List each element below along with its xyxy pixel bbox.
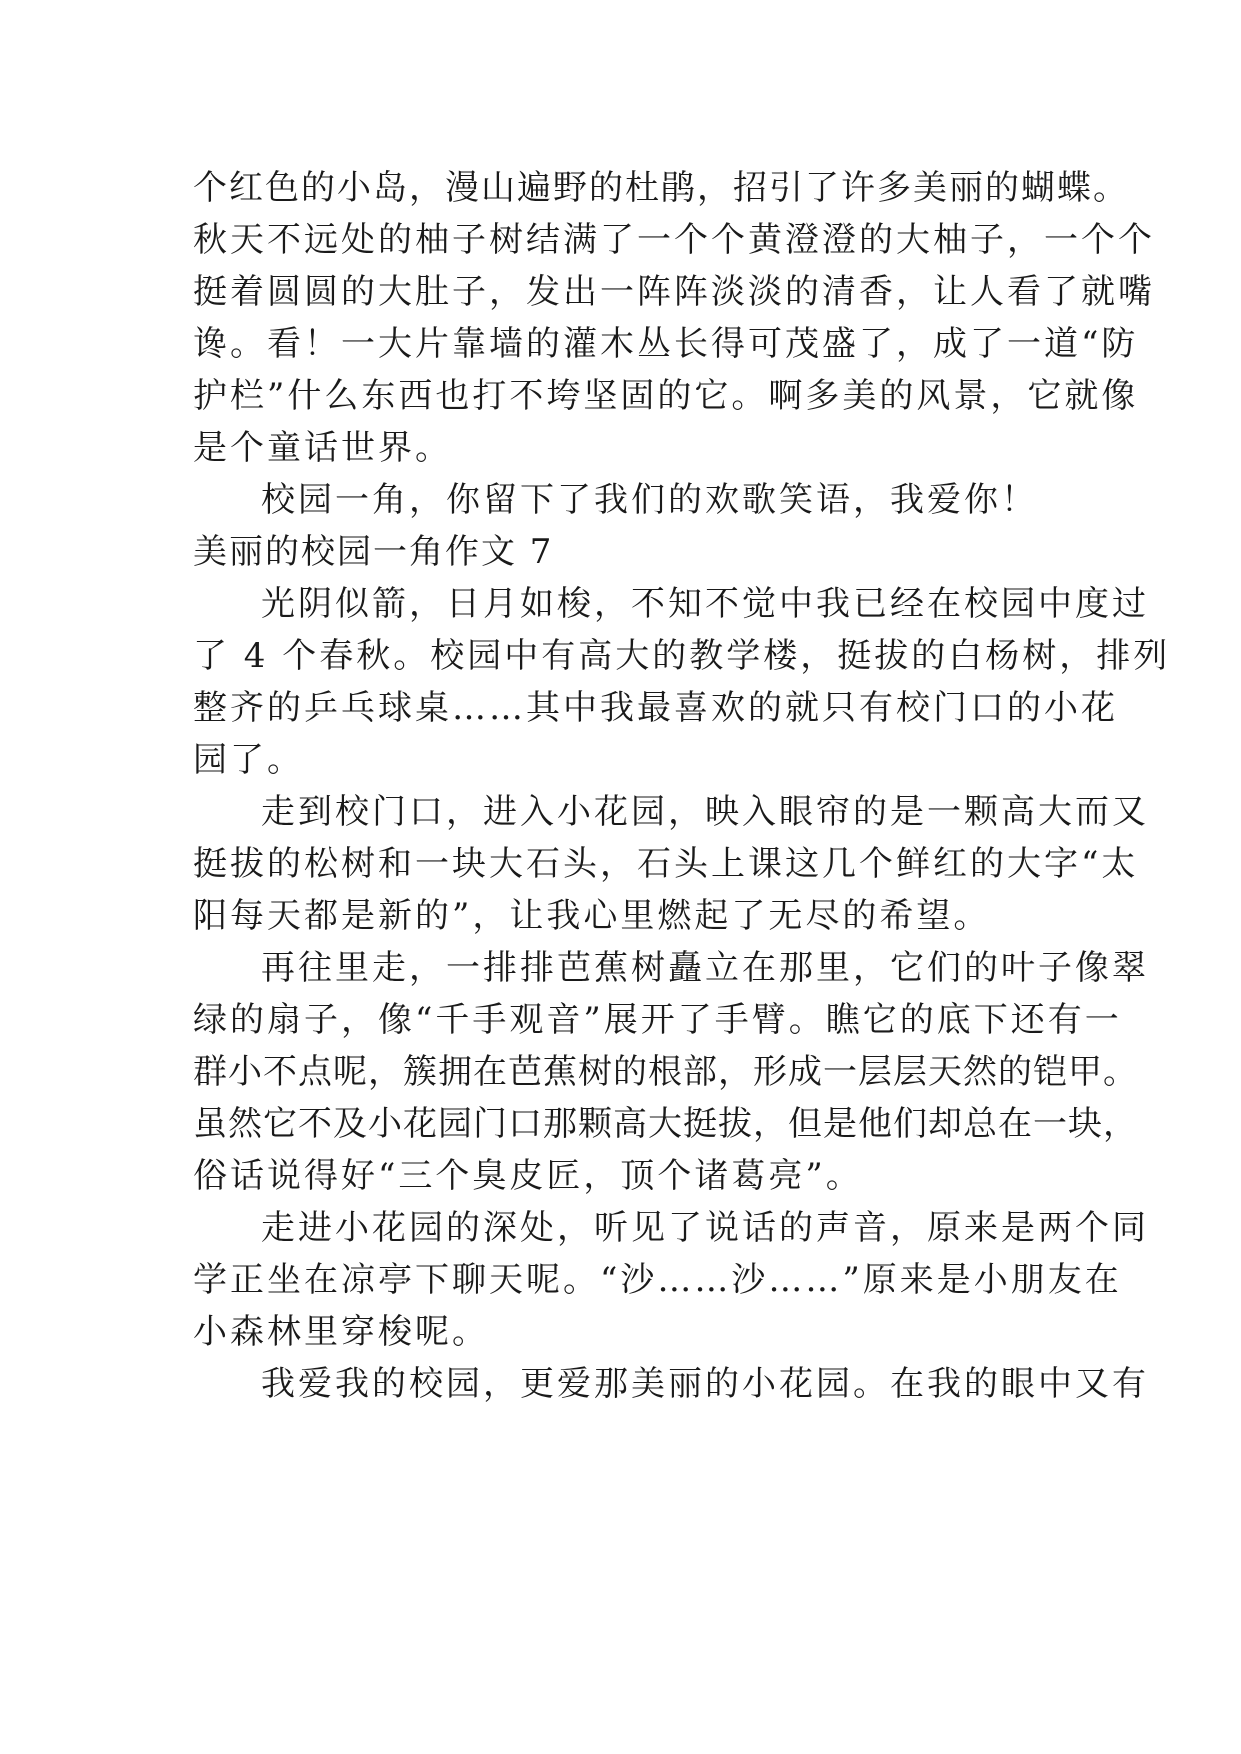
text-line: 园了。: [193, 740, 304, 780]
text-line: 整齐的乒乓球桌……其中我最喜欢的就只有校门口的小花: [193, 688, 1118, 728]
text-line: 是个童话世界。: [193, 428, 452, 468]
paragraph-start-line: 走进小花园的深处，听见了说话的声音，原来是两个同: [261, 1208, 1149, 1248]
text-line: 挺拔的松树和一块大石头，石头上课这几个鲜红的大字“太: [193, 844, 1139, 884]
paragraph-start-line: 光阴似箭，日月如梭，不知不觉中我已经在校园中度过: [261, 584, 1149, 624]
text-line: 谗。看！一大片靠墙的灌木丛长得可茂盛了，成了一道“防: [193, 324, 1139, 364]
text-line: 虽然它不及小花园门口那颗高大挺拔，但是他们却总在一块，: [193, 1104, 1138, 1144]
essay-text: [193, 162, 1171, 1410]
paragraph-start-line: 校园一角，你留下了我们的欢歌笑语，我爱你！: [261, 480, 1038, 520]
paragraph-start-line: 我爱我的校园，更爱那美丽的小花园。在我的眼中又有: [261, 1364, 1149, 1404]
text-line: 小森林里穿梭呢。: [193, 1312, 489, 1352]
text-line: 个红色的小岛，漫山遍野的杜鹃，招引了许多美丽的蝴蝶。: [193, 168, 1129, 208]
text-line: 秋天不远处的柚子树结满了一个个黄澄澄的大柚子，一个个: [193, 220, 1155, 260]
paragraph-start-line: 再往里走，一排排芭蕉树矗立在那里，它们的叶子像翠: [261, 948, 1149, 988]
text-line: 了 4 个春秋。校园中有高大的教学楼，挺拔的白杨树，排列: [193, 636, 1171, 676]
text-line: 绿的扇子，像“千手观音”展开了手臂。瞧它的底下还有一: [193, 1000, 1122, 1040]
text-line: 群小不点呢，簇拥在芭蕉树的根部，形成一层层天然的铠甲。: [193, 1052, 1138, 1092]
text-line: 阳每天都是新的”，让我心里燃起了无尽的希望。: [193, 896, 991, 936]
text-line: 俗话说得好“三个臭皮匠，顶个诸葛亮”。: [193, 1156, 863, 1196]
paragraph-start-line: 走到校门口，进入小花园，映入眼帘的是一颗高大而又: [261, 792, 1149, 832]
text-line: 学正坐在凉亭下聊天呢。“沙……沙……”原来是小朋友在: [193, 1260, 1122, 1300]
text-line: 护栏”什么东西也打不垮坚固的它。啊多美的风景，它就像: [193, 376, 1139, 416]
text-line: 挺着圆圆的大肚子，发出一阵阵淡淡的清香，让人看了就嘴: [193, 272, 1155, 312]
section-heading: 美丽的校园一角作文 7: [193, 532, 554, 572]
